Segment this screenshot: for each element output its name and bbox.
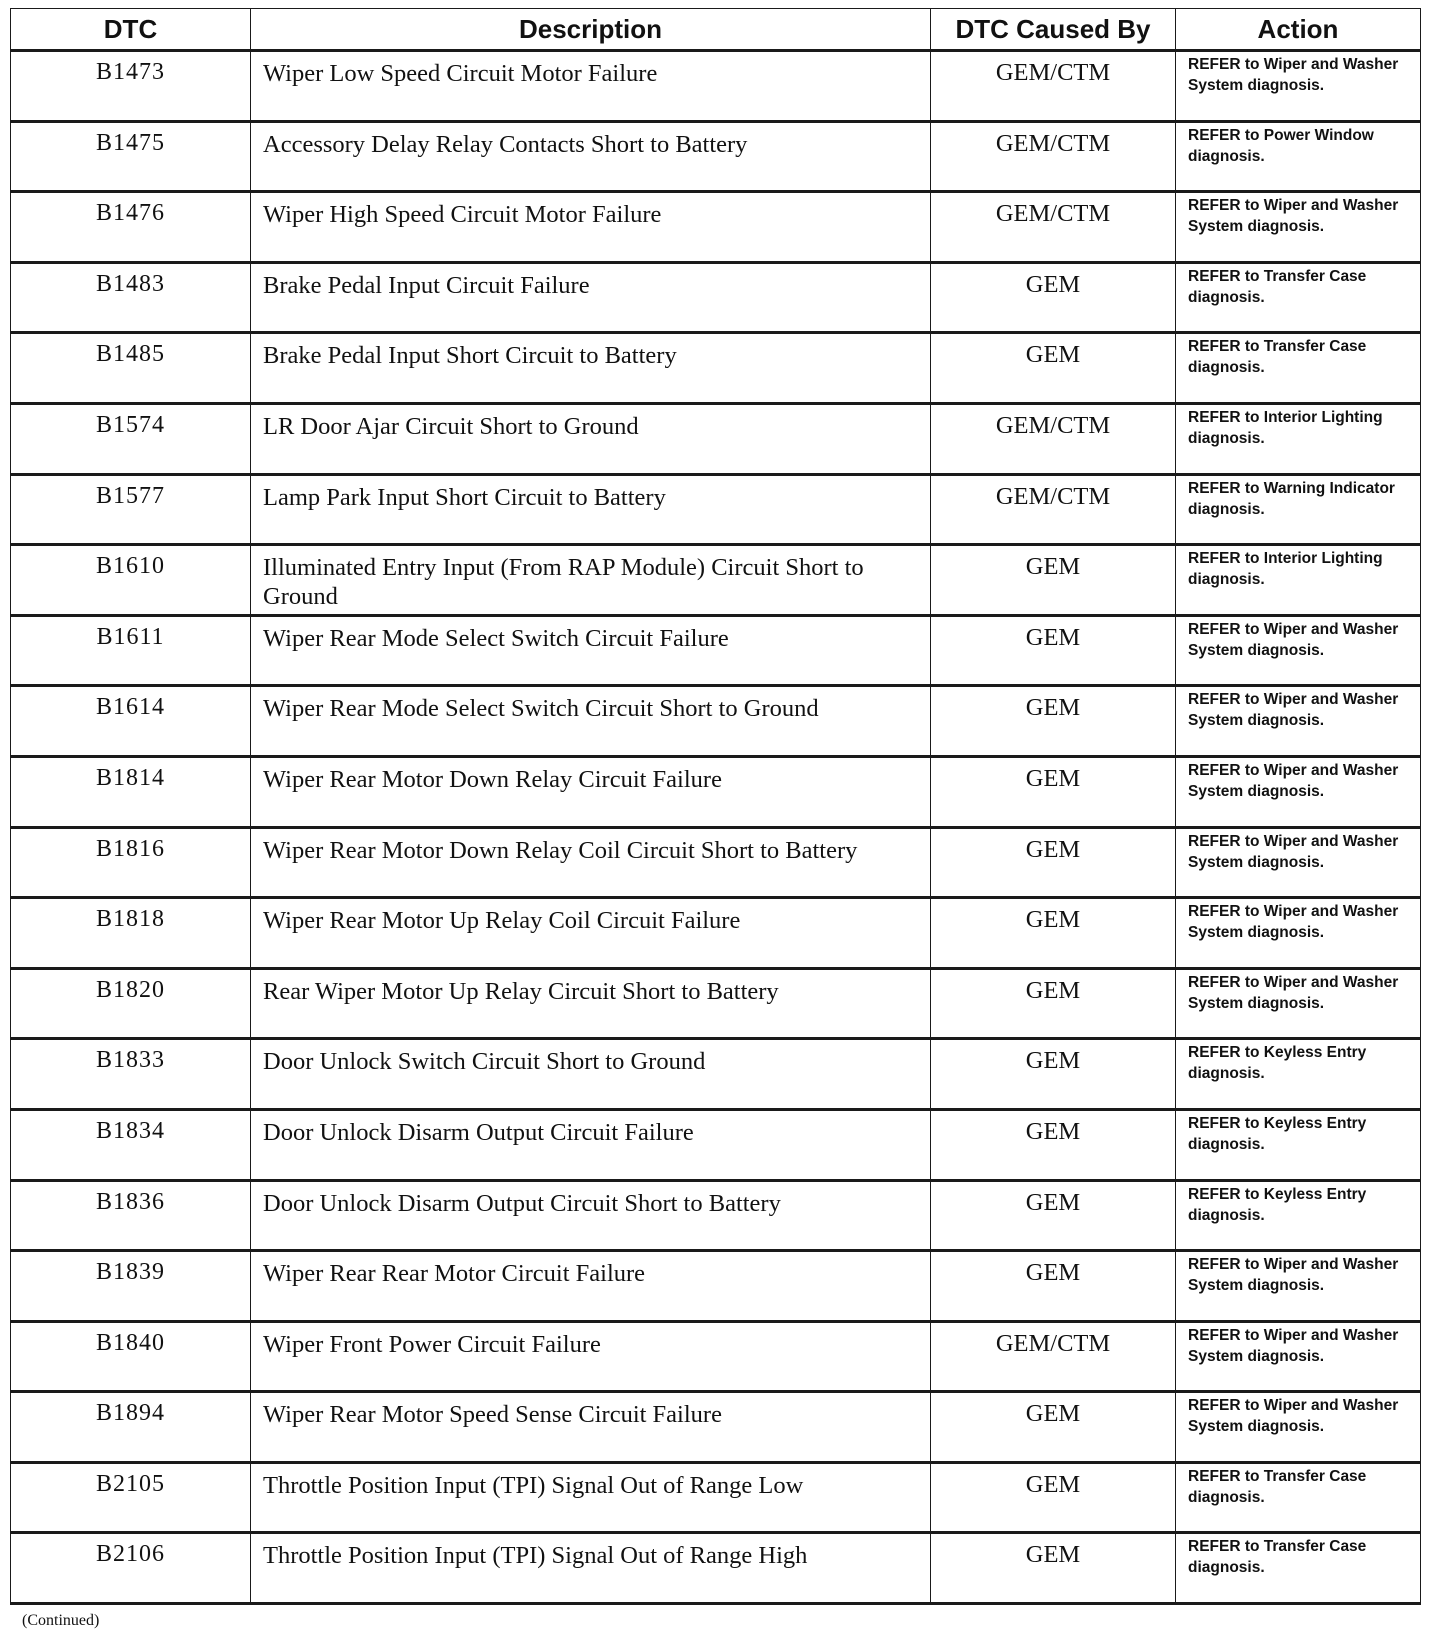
caused-by-cell: GEM/CTM bbox=[931, 121, 1176, 192]
caused-by-cell: GEM bbox=[931, 898, 1176, 969]
description-cell: Wiper Rear Mode Select Switch Circuit Short to Ground bbox=[251, 686, 931, 757]
dtc-code-cell: B1485 bbox=[11, 333, 251, 404]
table-row bbox=[11, 545, 1421, 616]
description-cell: Door Unlock Switch Circuit Short to Ground bbox=[251, 1039, 931, 1110]
dtc-code-cell: B1475 bbox=[11, 121, 251, 192]
dtc-code-cell: B1820 bbox=[11, 968, 251, 1039]
dtc-code-cell: B1839 bbox=[11, 1251, 251, 1322]
header-dtc: DTC bbox=[11, 9, 251, 51]
dtc-code-cell: B1614 bbox=[11, 686, 251, 757]
table-row bbox=[11, 1321, 1421, 1392]
table-body bbox=[11, 51, 1421, 1604]
description-cell: Door Unlock Disarm Output Circuit Short to Battery bbox=[251, 1180, 931, 1251]
table-row bbox=[11, 192, 1421, 263]
action-cell: REFER to Keyless Entry diagnosis. bbox=[1176, 1109, 1421, 1180]
dtc-code-cell: B1611 bbox=[11, 615, 251, 686]
action-cell: REFER to Interior Lighting diagnosis. bbox=[1176, 545, 1421, 616]
action-cell: REFER to Transfer Case diagnosis. bbox=[1176, 262, 1421, 333]
action-cell: REFER to Wiper and Washer System diagnosis. bbox=[1176, 615, 1421, 686]
header-row bbox=[11, 9, 1421, 51]
description-cell: Wiper Rear Motor Down Relay Coil Circuit Short to Battery bbox=[251, 827, 931, 898]
table-row bbox=[11, 1533, 1421, 1604]
action-cell: REFER to Power Window diagnosis. bbox=[1176, 121, 1421, 192]
description-cell: Throttle Position Input (TPI) Signal Out of Range High bbox=[251, 1533, 931, 1604]
caused-by-cell: GEM bbox=[931, 1180, 1176, 1251]
dtc-code-cell: B1818 bbox=[11, 898, 251, 969]
dtc-code-cell: B1574 bbox=[11, 403, 251, 474]
table-row bbox=[11, 474, 1421, 545]
action-cell: REFER to Keyless Entry diagnosis. bbox=[1176, 1039, 1421, 1110]
dtc-table bbox=[10, 8, 1421, 1605]
description-cell: Lamp Park Input Short Circuit to Battery bbox=[251, 474, 931, 545]
table-row bbox=[11, 51, 1421, 122]
caused-by-cell: GEM bbox=[931, 262, 1176, 333]
dtc-code-cell: B1577 bbox=[11, 474, 251, 545]
action-cell: REFER to Transfer Case diagnosis. bbox=[1176, 333, 1421, 404]
action-cell: REFER to Wiper and Washer System diagnosis. bbox=[1176, 51, 1421, 122]
table-row bbox=[11, 333, 1421, 404]
table-header bbox=[11, 9, 1421, 51]
caused-by-cell: GEM bbox=[931, 333, 1176, 404]
caused-by-cell: GEM/CTM bbox=[931, 403, 1176, 474]
description-cell: Accessory Delay Relay Contacts Short to Battery bbox=[251, 121, 931, 192]
action-cell: REFER to Interior Lighting diagnosis. bbox=[1176, 403, 1421, 474]
description-cell: Brake Pedal Input Short Circuit to Battery bbox=[251, 333, 931, 404]
table-row bbox=[11, 1180, 1421, 1251]
continued-note: (Continued) bbox=[22, 1612, 100, 1629]
description-cell: Wiper Rear Rear Motor Circuit Failure bbox=[251, 1251, 931, 1322]
action-cell: REFER to Wiper and Washer System diagnosis. bbox=[1176, 1392, 1421, 1463]
caused-by-cell: GEM bbox=[931, 545, 1176, 616]
header-description: Description bbox=[251, 9, 931, 51]
description-cell: Illuminated Entry Input (From RAP Module) Circuit Short to Ground bbox=[251, 545, 931, 616]
table-row bbox=[11, 827, 1421, 898]
description-cell: Wiper Rear Mode Select Switch Circuit Failure bbox=[251, 615, 931, 686]
description-cell: Wiper Rear Motor Down Relay Circuit Failure bbox=[251, 756, 931, 827]
table-row bbox=[11, 898, 1421, 969]
dtc-code-cell: B1610 bbox=[11, 545, 251, 616]
caused-by-cell: GEM bbox=[931, 1392, 1176, 1463]
caused-by-cell: GEM bbox=[931, 827, 1176, 898]
dtc-code-cell: B1833 bbox=[11, 1039, 251, 1110]
dtc-code-cell: B1814 bbox=[11, 756, 251, 827]
dtc-code-cell: B1836 bbox=[11, 1180, 251, 1251]
description-cell: Wiper Front Power Circuit Failure bbox=[251, 1321, 931, 1392]
dtc-code-cell: B1483 bbox=[11, 262, 251, 333]
caused-by-cell: GEM bbox=[931, 1533, 1176, 1604]
table-row bbox=[11, 262, 1421, 333]
action-cell: REFER to Wiper and Washer System diagnosis. bbox=[1176, 827, 1421, 898]
table-row bbox=[11, 968, 1421, 1039]
description-cell: Wiper Rear Motor Up Relay Coil Circuit Failure bbox=[251, 898, 931, 969]
action-cell: REFER to Keyless Entry diagnosis. bbox=[1176, 1180, 1421, 1251]
table-row bbox=[11, 1392, 1421, 1463]
caused-by-cell: GEM bbox=[931, 686, 1176, 757]
description-cell: Wiper Low Speed Circuit Motor Failure bbox=[251, 51, 931, 122]
dtc-code-cell: B1476 bbox=[11, 192, 251, 263]
caused-by-cell: GEM/CTM bbox=[931, 192, 1176, 263]
description-cell: Door Unlock Disarm Output Circuit Failure bbox=[251, 1109, 931, 1180]
description-cell: Wiper High Speed Circuit Motor Failure bbox=[251, 192, 931, 263]
action-cell: REFER to Transfer Case diagnosis. bbox=[1176, 1533, 1421, 1604]
table-row bbox=[11, 121, 1421, 192]
table-row bbox=[11, 686, 1421, 757]
description-cell: Throttle Position Input (TPI) Signal Out of Range Low bbox=[251, 1462, 931, 1533]
header-caused-by: DTC Caused By bbox=[931, 9, 1176, 51]
action-cell: REFER to Wiper and Washer System diagnosis. bbox=[1176, 756, 1421, 827]
action-cell: REFER to Wiper and Washer System diagnosis. bbox=[1176, 898, 1421, 969]
dtc-code-cell: B1894 bbox=[11, 1392, 251, 1463]
action-cell: REFER to Transfer Case diagnosis. bbox=[1176, 1462, 1421, 1533]
description-cell: Rear Wiper Motor Up Relay Circuit Short to Battery bbox=[251, 968, 931, 1039]
table-row bbox=[11, 756, 1421, 827]
caused-by-cell: GEM/CTM bbox=[931, 1321, 1176, 1392]
table-row bbox=[11, 615, 1421, 686]
caused-by-cell: GEM bbox=[931, 1462, 1176, 1533]
caused-by-cell: GEM bbox=[931, 1109, 1176, 1180]
action-cell: REFER to Wiper and Washer System diagnosis. bbox=[1176, 192, 1421, 263]
dtc-code-cell: B1473 bbox=[11, 51, 251, 122]
caused-by-cell: GEM bbox=[931, 615, 1176, 686]
caused-by-cell: GEM/CTM bbox=[931, 51, 1176, 122]
dtc-code-cell: B1816 bbox=[11, 827, 251, 898]
dtc-code-cell: B2106 bbox=[11, 1533, 251, 1604]
header-action: Action bbox=[1176, 9, 1421, 51]
dtc-code-cell: B1840 bbox=[11, 1321, 251, 1392]
table-row bbox=[11, 1462, 1421, 1533]
caused-by-cell: GEM/CTM bbox=[931, 474, 1176, 545]
action-cell: REFER to Wiper and Washer System diagnosis. bbox=[1176, 686, 1421, 757]
table-row bbox=[11, 403, 1421, 474]
description-cell: Brake Pedal Input Circuit Failure bbox=[251, 262, 931, 333]
table-row bbox=[11, 1251, 1421, 1322]
action-cell: REFER to Wiper and Washer System diagnosis. bbox=[1176, 968, 1421, 1039]
description-cell: Wiper Rear Motor Speed Sense Circuit Failure bbox=[251, 1392, 931, 1463]
caused-by-cell: GEM bbox=[931, 1251, 1176, 1322]
action-cell: REFER to Wiper and Washer System diagnosis. bbox=[1176, 1251, 1421, 1322]
table-row bbox=[11, 1109, 1421, 1180]
caused-by-cell: GEM bbox=[931, 756, 1176, 827]
action-cell: REFER to Wiper and Washer System diagnosis. bbox=[1176, 1321, 1421, 1392]
table-row bbox=[11, 1039, 1421, 1110]
dtc-code-cell: B2105 bbox=[11, 1462, 251, 1533]
caused-by-cell: GEM bbox=[931, 968, 1176, 1039]
action-cell: REFER to Warning Indicator diagnosis. bbox=[1176, 474, 1421, 545]
dtc-code-cell: B1834 bbox=[11, 1109, 251, 1180]
caused-by-cell: GEM bbox=[931, 1039, 1176, 1110]
description-cell: LR Door Ajar Circuit Short to Ground bbox=[251, 403, 931, 474]
